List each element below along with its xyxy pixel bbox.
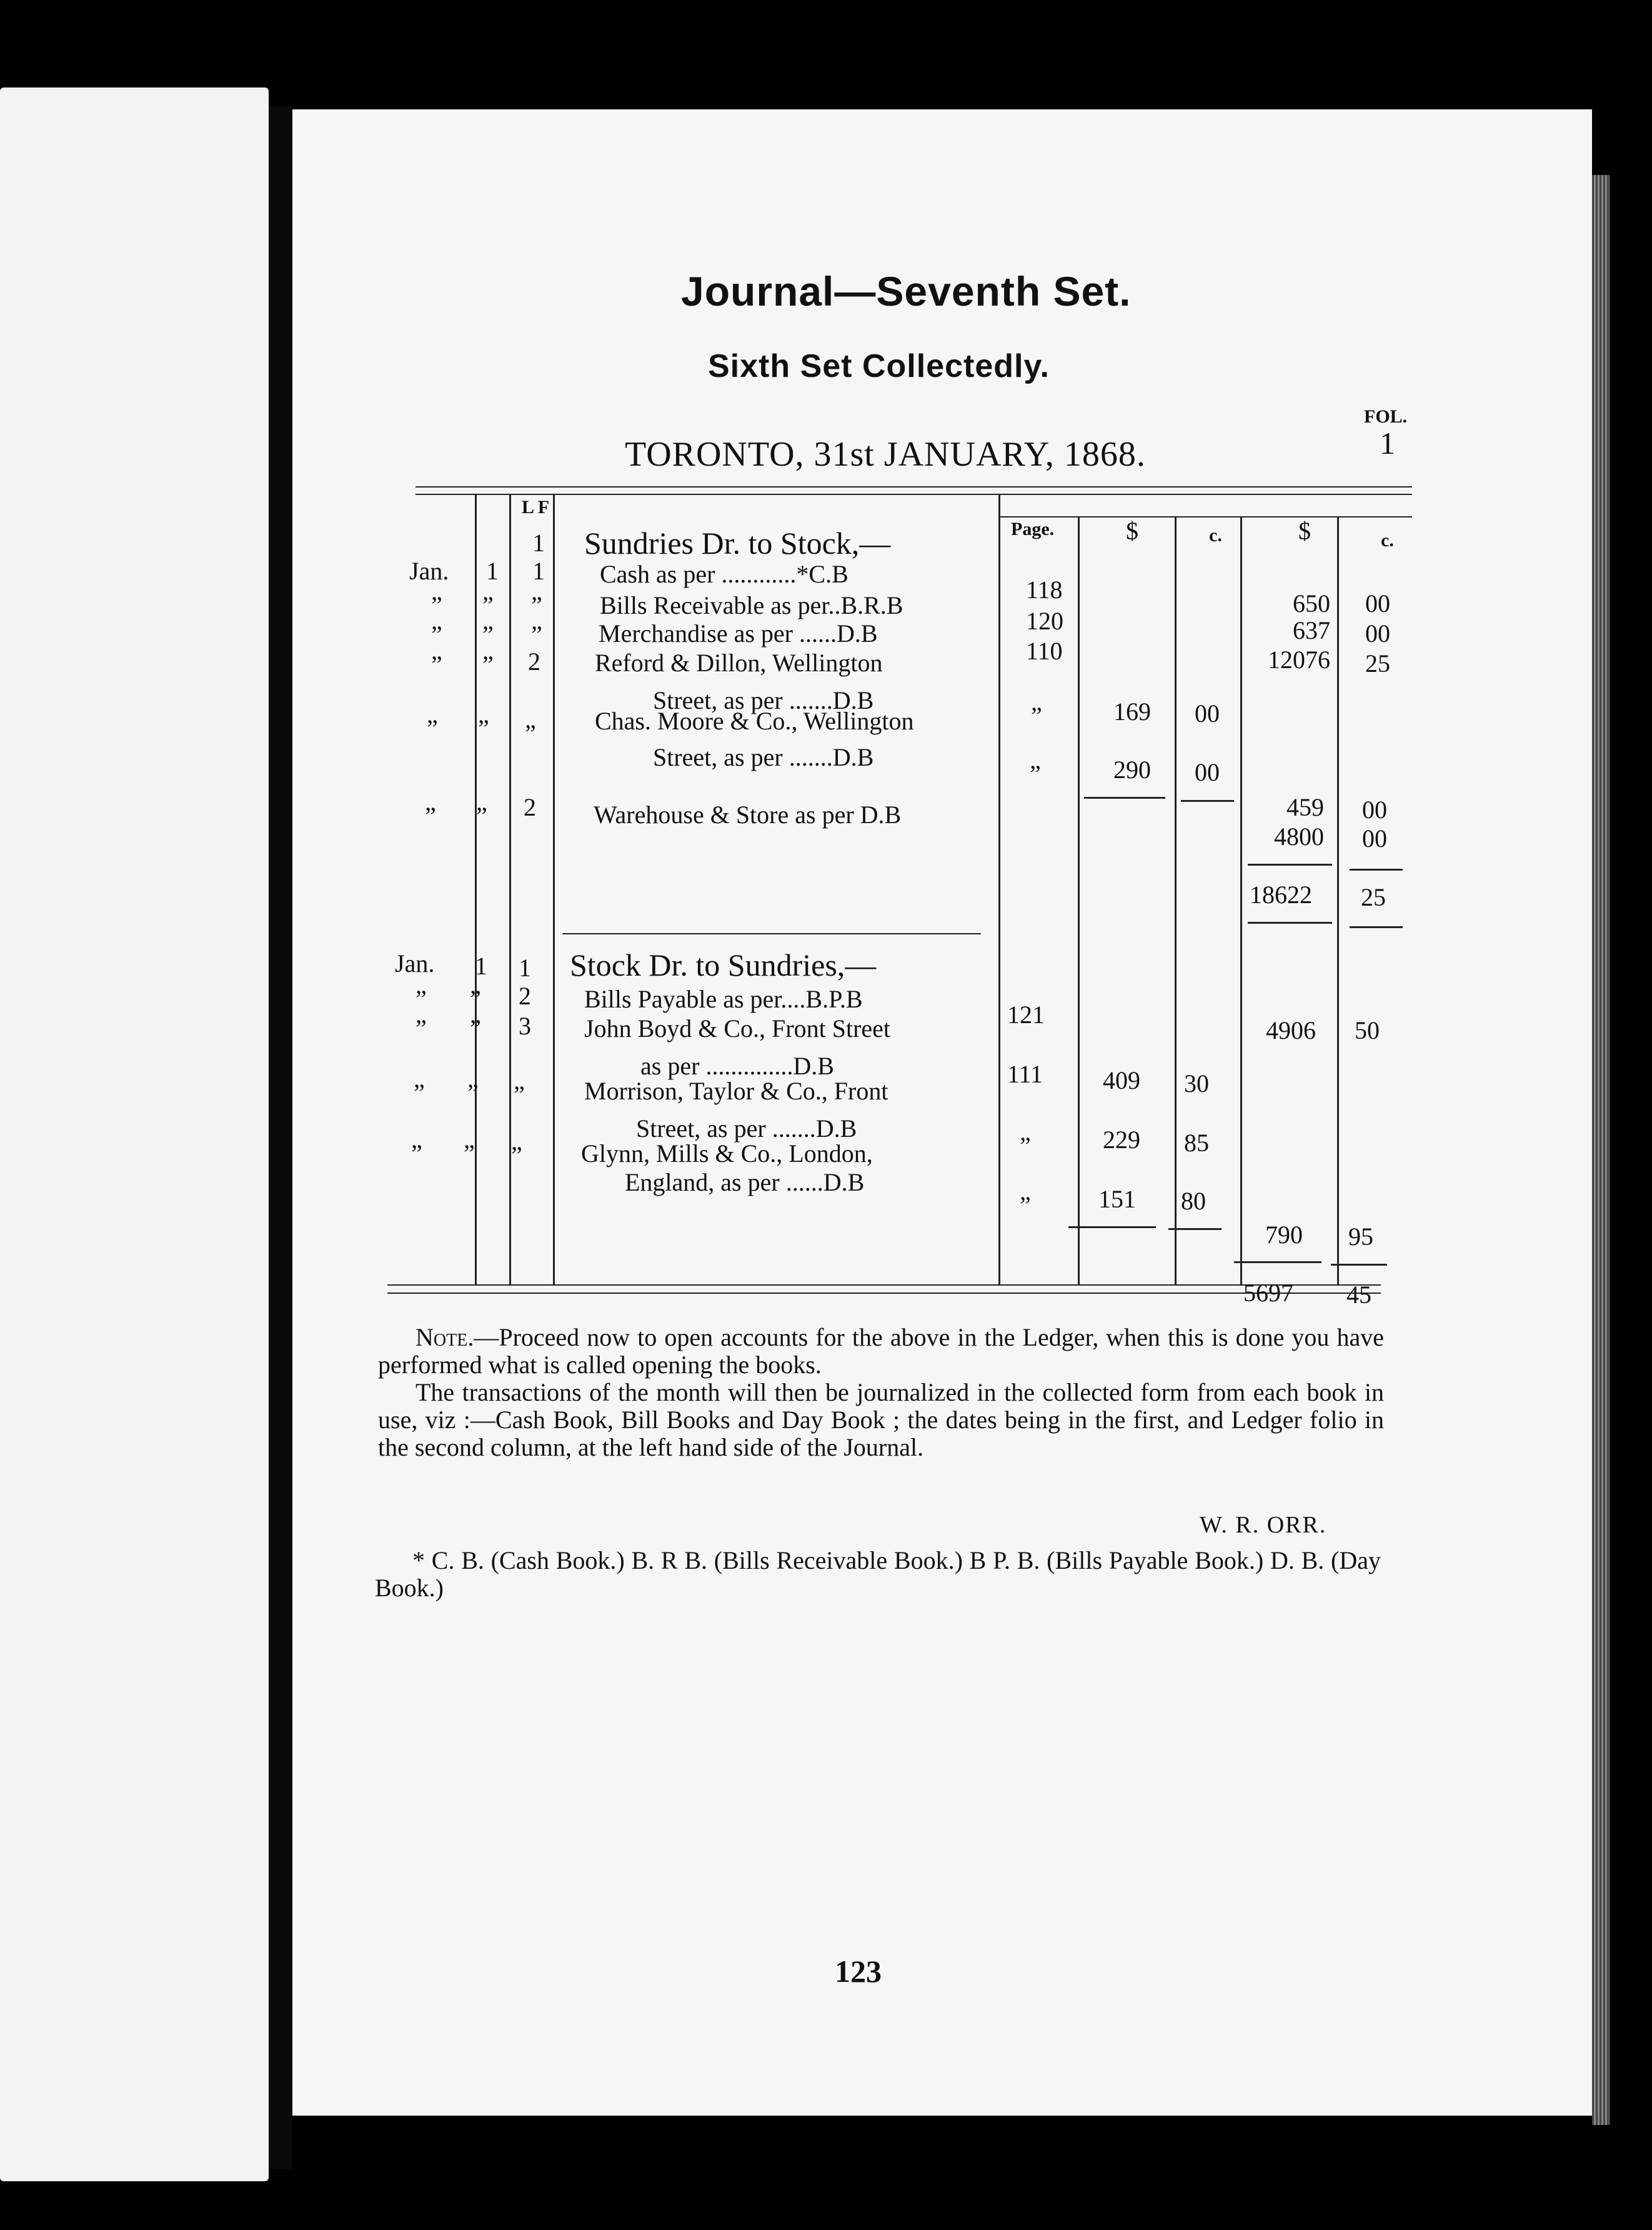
row-day: ” xyxy=(482,621,494,649)
extra-dollars-2: 4800 xyxy=(1274,822,1324,851)
column-rule xyxy=(475,494,477,1284)
left-page xyxy=(0,88,269,2181)
row-cents-2: 00 xyxy=(1362,796,1387,824)
row-dollars: 409 xyxy=(1103,1066,1140,1094)
header-cents-2: c. xyxy=(1381,530,1394,551)
row-folio: ” xyxy=(531,621,542,649)
row-cents-2: 00 xyxy=(1365,589,1390,618)
signature: W. R. ORR. xyxy=(1200,1512,1327,1538)
page-subtitle: Sixth Set Collectedly. xyxy=(708,348,1050,384)
row-day: ” xyxy=(467,1079,479,1107)
row-day: ” xyxy=(478,714,489,742)
extra-cents-2: 00 xyxy=(1362,824,1387,852)
row-page: 111 xyxy=(1007,1060,1043,1088)
row-day: ” xyxy=(464,1139,475,1168)
page-title: Journal—Seventh Set. xyxy=(681,268,1132,314)
book-spine xyxy=(269,106,292,2169)
entry-total-dollars: 18622 xyxy=(1250,881,1312,909)
table-top-rule-2 xyxy=(415,494,1412,495)
row-folio: 3 xyxy=(519,1012,531,1040)
row-dollars-2: 459 xyxy=(1286,793,1324,821)
dateline: TORONTO, 31st JANUARY, 1868. xyxy=(625,435,1146,474)
column-rule xyxy=(553,494,555,1284)
table-bottom-rule xyxy=(387,1284,1381,1286)
row-folio: 2 xyxy=(524,793,536,821)
row-page: ” xyxy=(1020,1191,1031,1219)
header-dollars: $ xyxy=(1126,517,1138,545)
row-month: ” xyxy=(431,651,442,679)
row-cents: 85 xyxy=(1184,1129,1209,1157)
total-rule xyxy=(1350,869,1403,871)
row-cents: 00 xyxy=(1195,699,1220,728)
row-particulars: England, as per ......D.B xyxy=(625,1168,865,1196)
row-dollars: 229 xyxy=(1103,1126,1140,1154)
note-block xyxy=(378,1324,1384,1461)
row-particulars: Reford & Dillon, Wellington xyxy=(595,649,883,677)
row-dollars-2: 4906 xyxy=(1266,1016,1316,1044)
row-folio: ” xyxy=(511,1141,522,1169)
row-cents-2: 00 xyxy=(1365,619,1390,648)
row-particulars: Cash as per ............*C.B xyxy=(600,560,848,588)
row-particulars: John Boyd & Co., Front Street xyxy=(584,1014,891,1042)
row-dollars-2: 12076 xyxy=(1268,646,1330,674)
footnote: * C. B. (Cash Book.) B. R B. (Bills Receivable Book.) B P. B. (Bills Payable Book.) D. B. (Day Book.) xyxy=(375,1546,1381,1602)
folio-label: FOL. xyxy=(1364,406,1408,427)
subtotal-rule xyxy=(1168,1228,1222,1230)
row-day: ” xyxy=(476,802,487,830)
row-month: ” xyxy=(431,621,442,649)
entry-heading-day: 1 xyxy=(475,952,487,980)
row-month: ” xyxy=(427,714,438,742)
row-day: ” xyxy=(470,985,481,1013)
subtotal-rule xyxy=(1084,797,1165,799)
row-folio: 1 xyxy=(532,557,545,585)
column-rule xyxy=(1078,516,1080,1284)
row-particulars: Morrison, Taylor & Co., Front xyxy=(584,1077,888,1105)
row-dollars: 151 xyxy=(1098,1185,1136,1213)
row-particulars: Bills Receivable as per..B.R.B xyxy=(600,591,903,619)
row-cents: 80 xyxy=(1181,1187,1206,1215)
note-label: Note. xyxy=(415,1323,474,1351)
row-particulars: Bills Payable as per....B.P.B xyxy=(584,985,863,1013)
row-page: 110 xyxy=(1026,637,1063,665)
column-rule xyxy=(998,494,1000,1284)
subtotal-rule xyxy=(1181,800,1234,802)
folio-number: 1 xyxy=(1380,426,1395,461)
note-paragraph-2: The transactions of the month will then be journalized in the collected form from each book in use, viz :—Cash Book, Bill Books and Day Book ; the dates being in the first, and Ledger folio in the second column, at the left hand side of the Journal. xyxy=(378,1378,1384,1461)
row-particulars: Warehouse & Store as per D.B xyxy=(594,801,902,829)
row-month: ” xyxy=(415,985,427,1013)
row-page: ” xyxy=(1020,1132,1031,1160)
entry-heading-folio: 1 xyxy=(519,954,531,982)
entry-total-dollars: 5697 xyxy=(1243,1279,1293,1307)
row-month: Jan. xyxy=(409,557,449,585)
row-particulars: Street, as per .......D.B xyxy=(653,686,874,714)
table-header-rule xyxy=(1000,516,1412,518)
row-month: ” xyxy=(411,1139,422,1168)
column-rule xyxy=(1337,516,1339,1284)
row-cents-2: 25 xyxy=(1365,649,1390,678)
table-top-rule xyxy=(415,486,1412,488)
row-dollars: 169 xyxy=(1113,698,1151,726)
total-double-rule xyxy=(1350,926,1403,928)
row-particulars: Glynn, Mills & Co., London, xyxy=(581,1139,873,1168)
row-cents: 00 xyxy=(1195,758,1220,786)
entry-separator xyxy=(562,933,981,934)
entry-heading: Stock Dr. to Sundries,— xyxy=(570,948,877,982)
row-page: 118 xyxy=(1026,576,1063,604)
page-number: 123 xyxy=(835,1954,882,1989)
row-month: ” xyxy=(425,802,436,830)
total-rule xyxy=(1234,1261,1321,1263)
subtotal-cents: 95 xyxy=(1348,1222,1373,1251)
row-particulars: Street, as per .......D.B xyxy=(653,743,874,771)
table-bottom-rule-2 xyxy=(387,1292,1381,1294)
entry-total-cents: 45 xyxy=(1346,1281,1371,1309)
subtotal-dollars: 790 xyxy=(1265,1221,1303,1249)
row-dollars-2: 637 xyxy=(1293,616,1330,644)
page-edges xyxy=(1592,175,1610,2125)
row-folio: ” xyxy=(514,1081,525,1109)
note-paragraph-1: —Proceed now to open accounts for the above in the Ledger, when this is done you have performed what is called opening the books. xyxy=(378,1323,1384,1379)
row-month: ” xyxy=(414,1079,425,1107)
row-cents-2: 50 xyxy=(1355,1016,1380,1044)
row-folio: 2 xyxy=(519,982,531,1010)
row-page: ” xyxy=(1030,760,1041,788)
row-folio: ” xyxy=(525,719,536,748)
row-particulars: Merchandise as per ......D.B xyxy=(599,619,878,648)
column-rule xyxy=(1175,516,1177,1284)
entry-heading-folio: 1 xyxy=(532,529,545,557)
header-dollars-2: $ xyxy=(1298,517,1311,545)
row-page: 121 xyxy=(1007,1001,1045,1029)
total-rule xyxy=(1248,864,1332,866)
row-day: 1 xyxy=(486,557,499,585)
row-page: 120 xyxy=(1026,607,1063,635)
column-rule xyxy=(1240,516,1242,1284)
row-particulars: as per ..............D.B xyxy=(640,1052,834,1080)
entry-heading: Sundries Dr. to Stock,— xyxy=(584,526,891,561)
row-month: ” xyxy=(415,1014,427,1042)
row-page: ” xyxy=(1031,702,1042,730)
row-day: ” xyxy=(482,591,494,619)
header-page: Page. xyxy=(1011,519,1055,539)
total-rule xyxy=(1331,1264,1387,1266)
row-cents: 30 xyxy=(1184,1069,1209,1098)
subtotal-rule xyxy=(1068,1226,1156,1228)
row-dollars: 290 xyxy=(1113,756,1151,784)
row-folio: ” xyxy=(531,591,542,619)
row-day: ” xyxy=(470,1014,481,1042)
row-particulars: Chas. Moore & Co., Wellington xyxy=(595,707,914,735)
entry-heading-month: Jan. xyxy=(395,949,435,978)
row-month: ” xyxy=(431,591,442,619)
header-cents: c. xyxy=(1209,525,1222,546)
row-folio: 2 xyxy=(528,648,540,676)
row-dollars-2: 650 xyxy=(1293,589,1330,618)
row-particulars: Street, as per .......D.B xyxy=(636,1114,857,1142)
row-day: ” xyxy=(482,651,494,679)
total-double-rule xyxy=(1248,922,1332,924)
header-lf: L F xyxy=(522,497,550,518)
entry-total-cents: 25 xyxy=(1361,883,1386,911)
